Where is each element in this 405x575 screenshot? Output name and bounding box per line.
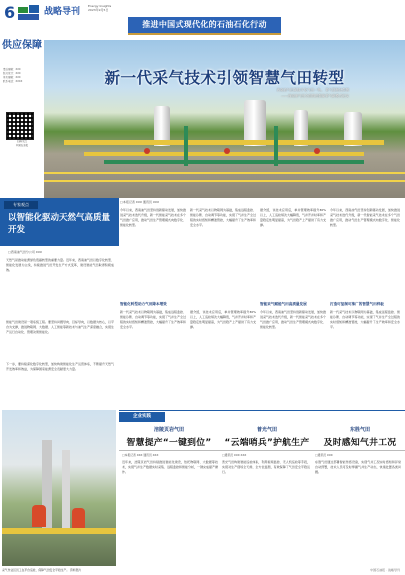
- qr-caption: 扫码关注 中国石油报: [15, 140, 29, 147]
- article-paragraph: 今年以来，西南油气田坚持创新驱动发展，加快推进采气技术迭代升级，新一代智能采气技术在多个气田推广应用，推动气田生产管理模式向数字化、智能化转型。: [330, 208, 400, 227]
- feature-paragraph: 天然气是推动能源绿色低碳转型的重要力量。近年来，西南油气田以数字化转型、智能化发展为主线，持续推进气田开发生产方式变革，建设智能气田取得积极成效。: [6, 258, 114, 272]
- logo-icon: [18, 5, 40, 22]
- article-subhead: 智能采气赋能气田高质量发展: [260, 302, 307, 306]
- article-subhead: 智能化转型助力气田降本增效: [120, 302, 167, 306]
- valve: [314, 148, 320, 154]
- hero-title: 新一代采气技术引领智慧气田转型: [104, 69, 345, 87]
- article-paragraph: 新一代采气技术以物联网为基础，集成远程监控、智能诊断、自动调节等功能，实现了气井生产全过程的实时感知和精准管控，大幅提升了生产效率和安全水平。: [120, 310, 186, 329]
- article-paragraph: 今年以来，西南油气田坚持创新驱动发展，加快推进采气技术迭代升级，新一代智能采气技术在多个气田推广应用，推动气田生产管理模式向数字化、智能化转型。: [260, 310, 326, 329]
- story-text: 近年来，涪陵页岩气田持续推进智能化建设，依托物联网、大数据等技术，实现气井生产数据实时采集、远程监控和智能分析，一键完成提产操作。: [122, 460, 218, 474]
- feature-title: 以智能化驱动天然气高质量开发: [8, 213, 111, 235]
- page-footer: 中国石油报 · 战略导刊: [370, 568, 400, 572]
- paper-subtitle: Energy Insights 2023年9月5日: [88, 4, 112, 12]
- story-text: 普光气田构建智能巡检体系，利用视频监控、无人机巡检等手段，实现对生产现场全天候、全方位监测，有效保障了气田安全平稳运行。: [222, 460, 310, 474]
- qr-code: [6, 112, 34, 140]
- field-photo: [2, 410, 116, 566]
- pipe: [64, 140, 384, 145]
- worker: [72, 508, 85, 528]
- story-kicker: 普光气田: [256, 427, 277, 433]
- story-title: “云端哨兵”护航生产: [224, 438, 310, 448]
- railing: [44, 172, 405, 174]
- pipe: [2, 528, 116, 534]
- feature-paragraph: 下一步，要持续深化数字化转型，加快构建智能化生产运营体系，不断提升天然气开发效率和效益，为保障国家能源安全贡献更大力量。: [6, 362, 114, 371]
- pipe: [184, 126, 188, 166]
- story-byline: □通讯员 XXX: [315, 453, 333, 457]
- feature-paragraph: 智能气田建设是一项系统工程。要坚持问题导向、目标导向，以数据为核心，以平台为支撑，推进物联网、大数据、人工智能等新技术与油气生产深度融合，实现生产运行自动化、管理决策智能化。: [6, 320, 114, 334]
- feature-author: □西南油气田分公司 XXX: [8, 250, 42, 254]
- section-tag: 供应保障: [2, 40, 42, 51]
- story-title: 智慧提产“一键到位”: [126, 438, 212, 448]
- article-paragraph: 据介绍，该技术应用后，单井管理效率提升30%以上，人工巡检频次大幅降低，气井开井时率和产量稳定性明显提高，为气田稳产上产提供了有力支撑。: [260, 208, 326, 227]
- hero-caption: 西南油气田某数字化气田一角。 采气管理处供图 ——西南油气田全面推进智能采气新模式纪实: [276, 88, 349, 98]
- page-header: [0, 0, 405, 40]
- banner-underline: [128, 33, 281, 35]
- pipe: [274, 126, 278, 166]
- editor-info: 责任编辑：XXX 版式设计：XXX 美术编辑：XXX 联系电话：XXXX: [3, 68, 23, 83]
- rule: [119, 450, 405, 451]
- article-paragraph: 今年以来，西南油气田坚持创新驱动发展，加快推进采气技术迭代升级，新一代智能采气技术在多个气田推广应用，推动气田生产管理模式向数字化、智能化转型。: [120, 208, 186, 227]
- story-title: 及时感知气井工况: [323, 438, 397, 448]
- pipe: [104, 160, 364, 164]
- paper-name: 战略导刊: [44, 7, 81, 17]
- story-kicker: 东胜气田: [349, 427, 370, 433]
- derrick: [62, 450, 70, 530]
- worker: [32, 505, 46, 527]
- valve: [224, 148, 230, 154]
- top-banner: 推进中国式现代化的石油石化行动: [128, 17, 281, 33]
- bottom-section-tag: 企业实践: [119, 412, 165, 422]
- section-divider: [119, 410, 405, 411]
- article-subhead: 打造可复制可推广的智慧气田样板: [330, 302, 384, 306]
- story-byline: □本报记者 XXX 通讯员 XXX: [122, 453, 159, 457]
- story-byline: □通讯员 XXX XXX: [222, 453, 247, 457]
- article-paragraph: 据介绍，该技术应用后，单井管理效率提升30%以上，人工巡检频次大幅降低，气井开井时率和产量稳定性明显提高，为气田稳产上产提供了有力支撑。: [190, 310, 256, 329]
- hero-photo: [44, 40, 405, 198]
- feature-tag: 专家观点: [4, 201, 38, 209]
- story-text: 东胜气田通过部署智能传感设备，实现气井工况实时感知和异常自动预警，技术人员可及时掌握气井生产动态，快速处置各类问题。: [315, 460, 401, 474]
- article-paragraph: 新一代采气技术以物联网为基础，集成远程监控、智能诊断、自动调节等功能，实现了气井生产全过程的实时感知和精准管控，大幅提升了生产效率和安全水平。: [190, 208, 256, 227]
- valve: [144, 148, 150, 154]
- article-paragraph: 新一代采气技术以物联网为基础，集成远程监控、智能诊断、自动调节等功能，实现了气井生产全过程的实时感知和精准管控，大幅提升了生产效率和安全水平。: [330, 310, 400, 329]
- photo-caption: 采气作业区员工在平台巡检，保障气田安全平稳生产。 资料图片: [2, 568, 82, 572]
- article-byline: □本报记者 XXX 通讯员 XXX: [120, 200, 160, 204]
- story-kicker: 涪陵页岩气田: [153, 427, 184, 433]
- page-number: 6: [4, 3, 16, 22]
- railing: [44, 180, 405, 182]
